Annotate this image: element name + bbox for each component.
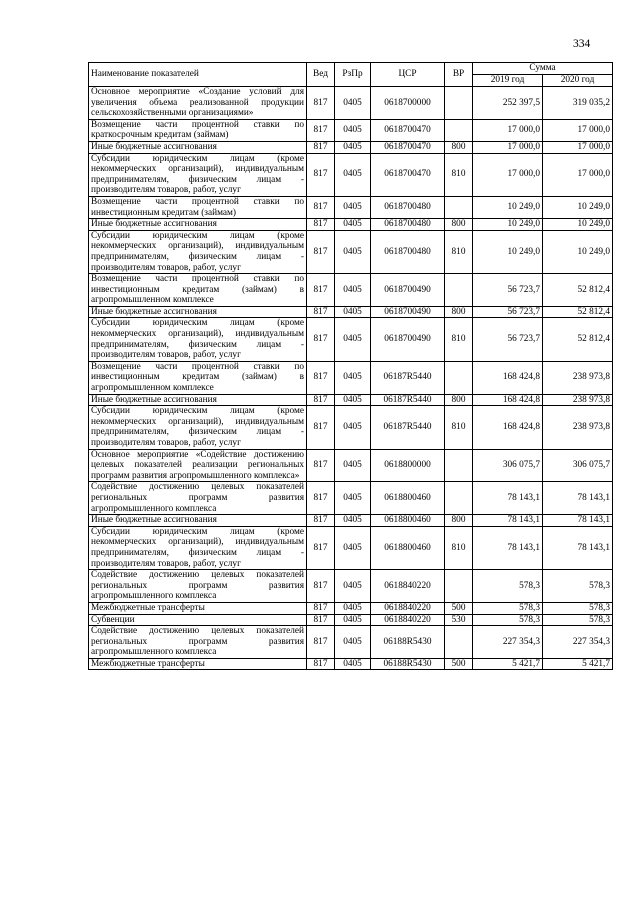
row-sum-2019: 56 723,7 [473, 306, 543, 318]
row-rzpr: 0405 [335, 196, 371, 218]
row-csr: 0618840220 [371, 570, 445, 603]
row-vr: 500 [445, 658, 473, 670]
row-csr: 0618800000 [371, 449, 445, 482]
row-sum-2019: 78 143,1 [473, 515, 543, 527]
row-sum-2019: 578,3 [473, 602, 543, 614]
row-csr: 0618800460 [371, 482, 445, 515]
row-name: Субсидии юридическим лицам (кроме некоммерческих организаций), индивидуальным предпринимателям, физическим лицам - производителям товаров, работ, услуг [89, 406, 307, 449]
row-vr [445, 482, 473, 515]
row-csr: 0618700480 [371, 219, 445, 231]
row-sum-2019: 168 424,8 [473, 406, 543, 449]
row-vr [445, 570, 473, 603]
row-sum-2019: 17 000,0 [473, 153, 543, 196]
row-ved: 817 [307, 626, 335, 659]
row-vr: 800 [445, 219, 473, 231]
row-csr: 0618700490 [371, 306, 445, 318]
table-row [89, 515, 613, 527]
row-ved: 817 [307, 230, 335, 273]
row-vr: 810 [445, 318, 473, 361]
row-name: Основное мероприятие «Создание условий для увеличения объема реализованной продукции сельскохозяйственными организациями» [89, 87, 307, 120]
row-sum-2020: 52 812,4 [543, 274, 613, 307]
row-name: Межбюджетные трансферты [89, 658, 307, 670]
row-vr: 530 [445, 614, 473, 626]
row-rzpr: 0405 [335, 230, 371, 273]
row-sum-2019: 10 249,0 [473, 219, 543, 231]
row-rzpr: 0405 [335, 219, 371, 231]
row-name: Иные бюджетные ассигнования [89, 141, 307, 153]
row-vr [445, 119, 473, 141]
row-sum-2019: 252 397,5 [473, 87, 543, 120]
table-row [89, 230, 613, 273]
table-header [89, 63, 613, 87]
row-ved: 817 [307, 658, 335, 670]
row-vr: 810 [445, 406, 473, 449]
table-row [89, 196, 613, 218]
table-row [89, 482, 613, 515]
row-rzpr: 0405 [335, 626, 371, 659]
row-vr: 810 [445, 153, 473, 196]
row-vr [445, 87, 473, 120]
row-name: Содействие достижению целевых показателей региональных программ развития агропромышленного комплекса [89, 626, 307, 659]
row-sum-2019: 10 249,0 [473, 230, 543, 273]
row-sum-2020: 78 143,1 [543, 515, 613, 527]
row-sum-2020: 52 812,4 [543, 318, 613, 361]
table-row [89, 141, 613, 153]
table-row [89, 219, 613, 231]
row-vr [445, 626, 473, 659]
row-csr: 06187R5440 [371, 406, 445, 449]
row-csr: 0618700490 [371, 274, 445, 307]
row-name: Возмещение части процентной ставки по краткосрочным кредитам (займам) [89, 119, 307, 141]
row-rzpr: 0405 [335, 274, 371, 307]
row-sum-2020: 10 249,0 [543, 219, 613, 231]
table-row [89, 658, 613, 670]
row-sum-2019: 78 143,1 [473, 482, 543, 515]
row-vr [445, 274, 473, 307]
row-sum-2019: 17 000,0 [473, 141, 543, 153]
row-sum-2020: 5 421,7 [543, 658, 613, 670]
table-row [89, 614, 613, 626]
table-row [89, 87, 613, 120]
row-name: Иные бюджетные ассигнования [89, 515, 307, 527]
row-csr: 0618700480 [371, 230, 445, 273]
row-sum-2020: 17 000,0 [543, 153, 613, 196]
row-sum-2020: 306 075,7 [543, 449, 613, 482]
table-row [89, 306, 613, 318]
page-number: 334 [573, 38, 591, 50]
row-sum-2020: 227 354,3 [543, 626, 613, 659]
row-ved: 817 [307, 306, 335, 318]
table-row [89, 274, 613, 307]
row-sum-2019: 168 424,8 [473, 361, 543, 394]
row-ved: 817 [307, 602, 335, 614]
table-row [89, 119, 613, 141]
row-sum-2020: 238 973,8 [543, 406, 613, 449]
row-ved: 817 [307, 526, 335, 569]
row-sum-2020: 17 000,0 [543, 141, 613, 153]
row-vr [445, 196, 473, 218]
row-rzpr: 0405 [335, 119, 371, 141]
row-rzpr: 0405 [335, 482, 371, 515]
row-rzpr: 0405 [335, 406, 371, 449]
header-sum: Сумма [473, 63, 613, 75]
row-sum-2020: 238 973,8 [543, 361, 613, 394]
row-sum-2019: 578,3 [473, 570, 543, 603]
row-csr: 06188R5430 [371, 658, 445, 670]
row-sum-2019: 56 723,7 [473, 274, 543, 307]
row-csr: 0618700470 [371, 141, 445, 153]
row-rzpr: 0405 [335, 153, 371, 196]
row-ved: 817 [307, 141, 335, 153]
row-vr: 800 [445, 515, 473, 527]
row-name: Субсидии юридическим лицам (кроме некоммерческих организаций), индивидуальным предпринимателям, физическим лицам - производителям товаров, работ, услуг [89, 526, 307, 569]
row-ved: 817 [307, 394, 335, 406]
header-csr: ЦСР [371, 63, 445, 87]
row-ved: 817 [307, 274, 335, 307]
row-name: Возмещение части процентной ставки по инвестиционным кредитам (займам) в агропромышленном комплексе [89, 361, 307, 394]
header-2019: 2019 год [473, 75, 543, 87]
row-name: Содействие достижению целевых показателей региональных программ развития агропромышленного комплекса [89, 482, 307, 515]
row-vr: 500 [445, 602, 473, 614]
row-sum-2020: 17 000,0 [543, 119, 613, 141]
row-ved: 817 [307, 318, 335, 361]
row-ved: 817 [307, 406, 335, 449]
row-rzpr: 0405 [335, 394, 371, 406]
row-csr: 06188R5430 [371, 626, 445, 659]
row-vr [445, 361, 473, 394]
row-ved: 817 [307, 515, 335, 527]
row-name: Субсидии юридическим лицам (кроме некоммерческих организаций), индивидуальным предпринимателям, физическим лицам - производителям товаров, работ, услуг [89, 153, 307, 196]
row-sum-2020: 238 973,8 [543, 394, 613, 406]
row-csr: 06187R5440 [371, 394, 445, 406]
row-rzpr: 0405 [335, 318, 371, 361]
row-rzpr: 0405 [335, 526, 371, 569]
row-name: Содействие достижению целевых показателей региональных программ развития агропромышленного комплекса [89, 570, 307, 603]
row-sum-2020: 578,3 [543, 602, 613, 614]
row-name: Иные бюджетные ассигнования [89, 394, 307, 406]
row-csr: 0618700470 [371, 153, 445, 196]
table-row [89, 318, 613, 361]
row-csr: 0618700490 [371, 318, 445, 361]
row-rzpr: 0405 [335, 87, 371, 120]
row-rzpr: 0405 [335, 658, 371, 670]
row-rzpr: 0405 [335, 614, 371, 626]
row-ved: 817 [307, 219, 335, 231]
row-vr: 810 [445, 526, 473, 569]
row-csr: 0618700480 [371, 196, 445, 218]
row-name: Возмещение части процентной ставки по инвестиционным кредитам (займам) в агропромышленном комплексе [89, 274, 307, 307]
row-rzpr: 0405 [335, 570, 371, 603]
row-rzpr: 0405 [335, 602, 371, 614]
row-vr: 800 [445, 306, 473, 318]
row-sum-2020: 10 249,0 [543, 230, 613, 273]
row-sum-2019: 227 354,3 [473, 626, 543, 659]
row-sum-2019: 10 249,0 [473, 196, 543, 218]
row-vr: 800 [445, 394, 473, 406]
row-csr: 0618800460 [371, 526, 445, 569]
row-ved: 817 [307, 570, 335, 603]
row-sum-2020: 578,3 [543, 570, 613, 603]
row-csr: 0618700470 [371, 119, 445, 141]
table-row [89, 626, 613, 659]
row-sum-2019: 56 723,7 [473, 318, 543, 361]
row-sum-2020: 319 035,2 [543, 87, 613, 120]
row-sum-2020: 578,3 [543, 614, 613, 626]
row-name: Субсидии юридическим лицам (кроме некоммерческих организаций), индивидуальным предпринимателям, физическим лицам - производителям товаров, работ, услуг [89, 318, 307, 361]
table-body [89, 87, 613, 670]
row-name: Межбюджетные трансферты [89, 602, 307, 614]
row-ved: 817 [307, 482, 335, 515]
row-name: Возмещение части процентной ставки по инвестиционным кредитам (займам) [89, 196, 307, 218]
row-vr: 800 [445, 141, 473, 153]
row-sum-2020: 78 143,1 [543, 526, 613, 569]
table-row [89, 361, 613, 394]
row-rzpr: 0405 [335, 361, 371, 394]
table-row [89, 394, 613, 406]
row-sum-2019: 78 143,1 [473, 526, 543, 569]
row-sum-2019: 306 075,7 [473, 449, 543, 482]
header-ved: Вед [307, 63, 335, 87]
row-rzpr: 0405 [335, 515, 371, 527]
row-rzpr: 0405 [335, 449, 371, 482]
row-csr: 0618840220 [371, 614, 445, 626]
table-row [89, 570, 613, 603]
budget-table [88, 62, 613, 670]
row-ved: 817 [307, 87, 335, 120]
row-csr: 0618840220 [371, 602, 445, 614]
row-sum-2019: 5 421,7 [473, 658, 543, 670]
row-name: Иные бюджетные ассигнования [89, 219, 307, 231]
row-csr: 06187R5440 [371, 361, 445, 394]
row-sum-2020: 78 143,1 [543, 482, 613, 515]
header-rzpr: РзПр [335, 63, 371, 87]
row-sum-2020: 52 812,4 [543, 306, 613, 318]
row-csr: 0618700000 [371, 87, 445, 120]
row-vr [445, 449, 473, 482]
row-sum-2019: 168 424,8 [473, 394, 543, 406]
row-sum-2019: 17 000,0 [473, 119, 543, 141]
row-name: Субвенции [89, 614, 307, 626]
table-row [89, 153, 613, 196]
row-ved: 817 [307, 153, 335, 196]
header-name: Наименование показателей [89, 63, 307, 87]
row-rzpr: 0405 [335, 306, 371, 318]
header-2020: 2020 год [543, 75, 613, 87]
row-ved: 817 [307, 614, 335, 626]
row-name: Субсидии юридическим лицам (кроме некоммерческих организаций), индивидуальным предпринимателям, физическим лицам - производителям товаров, работ, услуг [89, 230, 307, 273]
row-sum-2020: 10 249,0 [543, 196, 613, 218]
row-ved: 817 [307, 119, 335, 141]
table-row [89, 406, 613, 449]
table-row [89, 602, 613, 614]
header-vr: ВР [445, 63, 473, 87]
row-ved: 817 [307, 196, 335, 218]
table-row [89, 526, 613, 569]
row-rzpr: 0405 [335, 141, 371, 153]
table-row [89, 449, 613, 482]
row-ved: 817 [307, 361, 335, 394]
row-name: Иные бюджетные ассигнования [89, 306, 307, 318]
row-vr: 810 [445, 230, 473, 273]
row-ved: 817 [307, 449, 335, 482]
row-sum-2019: 578,3 [473, 614, 543, 626]
row-csr: 0618800460 [371, 515, 445, 527]
row-name: Основное мероприятие «Содействие достижению целевых показателей реализации региональных программ развития агропромышленного комплекса» [89, 449, 307, 482]
